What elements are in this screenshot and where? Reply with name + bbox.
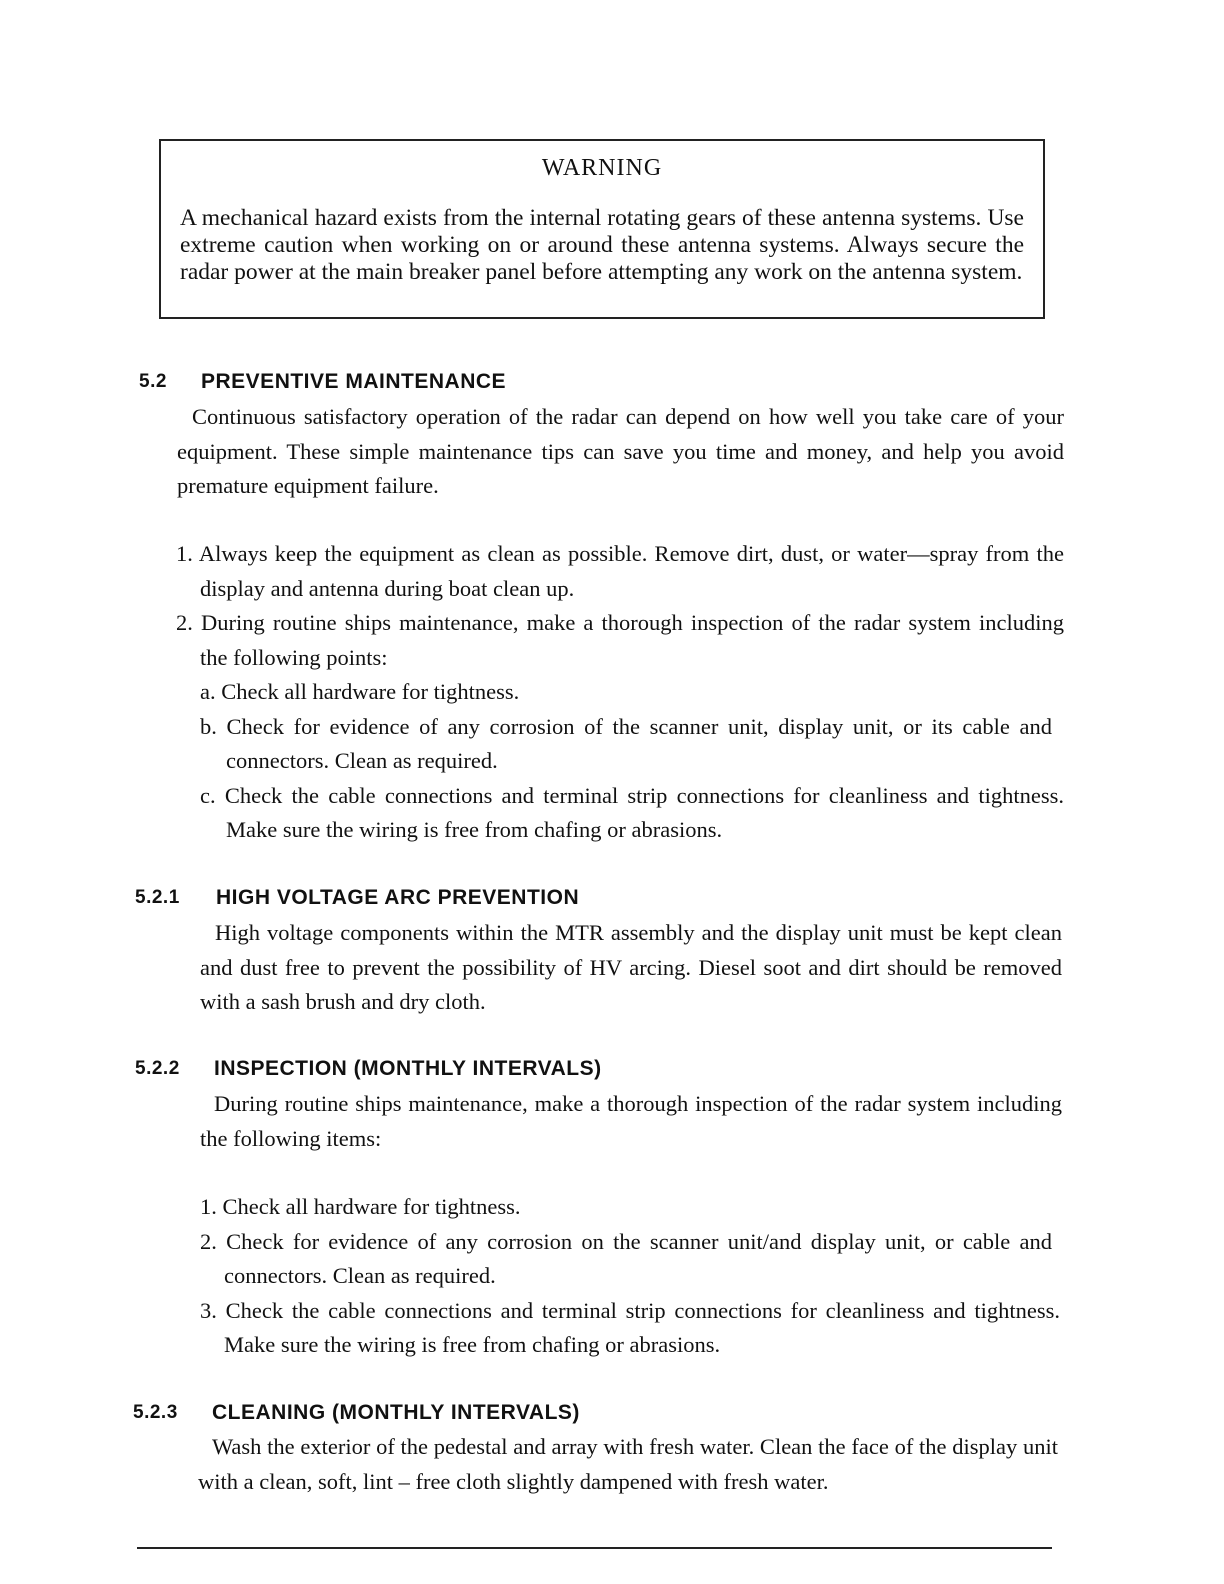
- warning-box: [159, 139, 1045, 319]
- section-heading-5-2-3: [0, 1401, 1224, 1429]
- section-heading-5-2: [0, 370, 1224, 398]
- section-number: 5.2.2: [135, 1058, 180, 1079]
- list-item: b. Check for evidence of any corrosion of the scanner unit, display unit, or its cable and connectors. Clean as required.: [200, 713, 1052, 773]
- list-item: a. Check all hardware for tightness.: [200, 679, 520, 704]
- list-item: c. Check the cable connections and terminal strip connections for cleanliness and tightness. Make sure the wiring is free from chafing or abrasions.: [200, 782, 1064, 842]
- section-intro-5-2-2: During routine ships maintenance, make a thorough inspection of the radar system including the following items:: [200, 1091, 1062, 1151]
- section-heading-5-2-1: [0, 886, 1224, 914]
- warning-title: WARNING: [541, 155, 663, 181]
- section-title: HIGH VOLTAGE ARC PREVENTION: [216, 886, 580, 909]
- inspection-list: [200, 1190, 1060, 1363]
- section-intro-5-2: Continuous satisfactory operation of the radar can depend on how well you take care of your equipment. These simple maintenance tips can save you time and money, and help you avoid premature equipment failure.: [177, 404, 1064, 498]
- list-item: 3. Check the cable connections and terminal strip connections for cleanliness and tightness. Make sure the wiring is free from chafing or abrasions.: [200, 1297, 1060, 1357]
- list-item: 1. Check all hardware for tightness.: [200, 1194, 521, 1219]
- footer-rule: [137, 1547, 1052, 1549]
- section-heading-5-2-2: [0, 1057, 1224, 1085]
- section-title: INSPECTION (MONTHLY INTERVALS): [214, 1057, 602, 1080]
- list-item: 2. Check for evidence of any corrosion on the scanner unit/and display unit, or cable and connectors. Clean as required.: [200, 1228, 1052, 1288]
- section-body-5-2-1: High voltage components within the MTR assembly and the display unit must be kept clean and dust free to prevent the possibility of HV arcing. Diesel soot and dirt should be removed with a sash brush and dry cloth.: [200, 920, 1062, 1014]
- section-body-5-2-3: Wash the exterior of the pedestal and array with fresh water. Clean the face of the display unit with a clean, soft, lint – free cloth slightly dampened with fresh water.: [198, 1434, 1058, 1494]
- maintenance-list: [176, 537, 1064, 848]
- list-item: 1. Always keep the equipment as clean as possible. Remove dirt, dust, or water—spray from the display and antenna during boat clean up.: [176, 541, 1064, 601]
- section-number: 5.2: [139, 371, 167, 392]
- warning-text: A mechanical hazard exists from the internal rotating gears of these antenna systems. Use extreme caution when working on or around these antenna systems. Always secure the radar power at the main breaker panel before attempting any work on the antenna system.: [180, 205, 1024, 285]
- section-number: 5.2.3: [133, 1402, 178, 1423]
- section-title: CLEANING (MONTHLY INTERVALS): [212, 1401, 580, 1424]
- list-item: 2. During routine ships maintenance, make a thorough inspection of the radar system including the following points:: [176, 610, 1064, 670]
- section-number: 5.2.1: [135, 887, 180, 908]
- section-title: PREVENTIVE MAINTENANCE: [201, 370, 507, 393]
